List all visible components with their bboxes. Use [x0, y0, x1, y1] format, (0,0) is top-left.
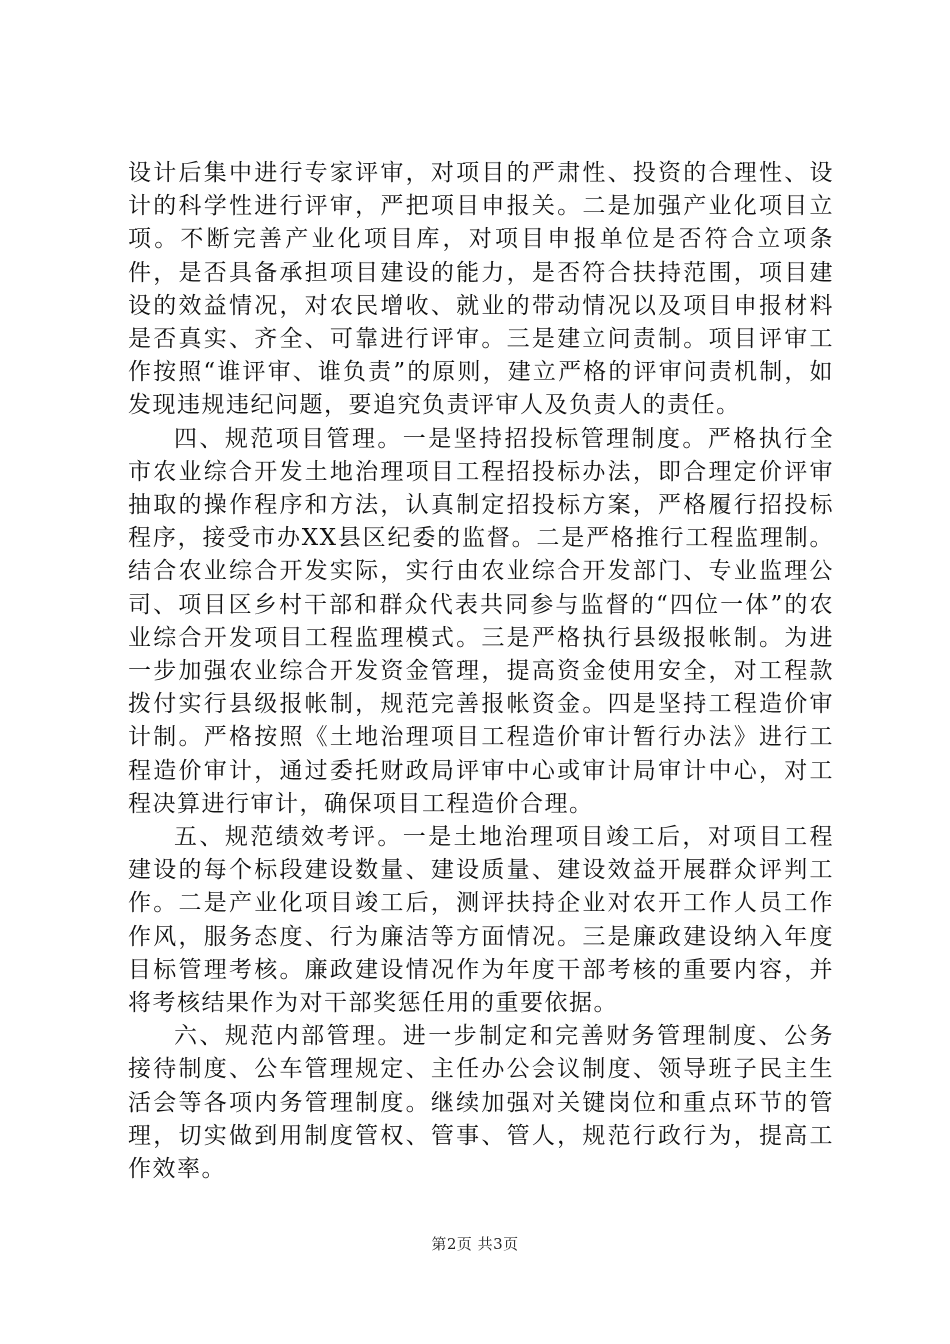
document-body [128, 157, 834, 1186]
page-number-footer: 第2页 共3页 [431, 1235, 519, 1253]
paragraph-performance-evaluation: 五、规范绩效考评。一是土地治理项目竣工后，对项目工程建设的每个标段建设数量、建设质量、建设效益开展群众评判工作。二是产业化项目竣工后，测评扶持企业对农开工作人员工作作风，服务态度、行为廉洁等方面情况。三是廉政建设纳入年度目标管理考核。廉政建设情况作为年度干部考核的重要内容，并将考核结果作为对干部奖惩任用的重要依据。 [128, 824, 834, 1017]
paragraph-continuation: 设计后集中进行专家评审，对项目的严肃性、投资的合理性、设计的科学性进行评审，严把项目申报关。二是加强产业化项目立项。不断完善产业化项目库，对项目申报单位是否符合立项条件，是否具备承担项目建设的能力，是否符合扶持范围，项目建设的效益情况，对农民增收、就业的带动情况以及项目申报材料是否真实、齐全、可靠进行评审。三是建立问责制。项目评审工作按照“谁评审、谁负责”的原则，建立严格的评审问责机制，如发现违规违纪问题，要追究负责评审人及负责人的责任。 [128, 160, 834, 419]
paragraph-internal-management: 六、规范内部管理。进一步制定和完善财务管理制度、公务接待制度、公车管理规定、主任办公会议制度、领导班子民主生活会等各项内务管理制度。继续加强对关键岗位和重点环节的管理，切实做到用制度管权、管事、管人，规范行政行为，提高工作效率。 [128, 1023, 834, 1183]
paragraph-project-management: 四、规范项目管理。一是坚持招投标管理制度。严格执行全市农业综合开发土地治理项目工程招投标办法，即合理定价评审抽取的操作程序和方法，认真制定招投标方案，严格履行招投标程序，接受市办XX县区纪委的监督。二是严格推行工程监理制。结合农业综合开发实际，实行由农业综合开发部门、专业监理公司、项目区乡村干部和群众代表共同参与监督的“四位一体”的农业综合开发项目工程监理模式。三是严格执行县级报帐制。为进一步加强农业综合开发资金管理，提高资金使用安全，对工程款拨付实行县级报帐制，规范完善报帐资金。四是坚持工程造价审计制。严格按照《土地治理项目工程造价审计暂行办法》进行工程造价审计，通过委托财政局评审中心或审计局审计中心，对工程决算进行审计，确保项目工程造价合理。 [128, 425, 834, 817]
